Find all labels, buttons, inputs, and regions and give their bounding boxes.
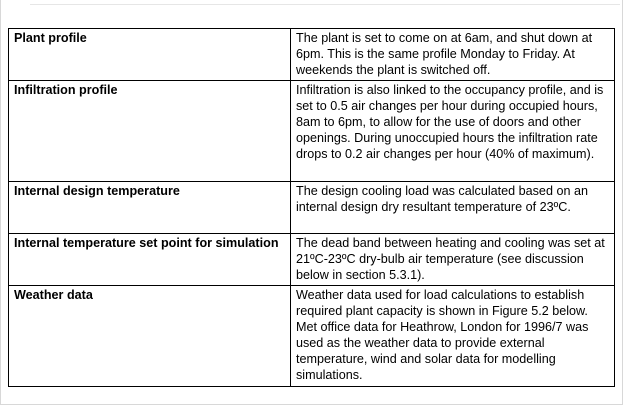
table-row xyxy=(9,81,615,182)
top-divider xyxy=(30,4,620,5)
table-row xyxy=(9,286,615,387)
table-row xyxy=(9,182,615,234)
row-description: Infiltration is also linked to the occupancy profile, and is set to 0.5 air changes per hour during occupied hours, 8am to 6pm, to allow for the use of doors and other openings. During unoccupied hours the infiltration rate drops to 0.2 air changes per hour (40% of maximum). xyxy=(291,81,615,182)
row-label: Infiltration profile xyxy=(9,81,291,182)
parameters-table xyxy=(8,28,615,387)
row-description: Weather data used for load calculations to establish required plant capacity is shown in Figure 5.2 below. Met office data for Heathrow, London for 1996/7 was used as the weather data to provide external temperature, wind and solar data for modelling simulations. xyxy=(291,286,615,387)
table-row xyxy=(9,234,615,286)
row-label: Weather data xyxy=(9,286,291,387)
row-label: Internal temperature set point for simulation xyxy=(9,234,291,286)
table-row xyxy=(9,29,615,81)
row-label: Plant profile xyxy=(9,29,291,81)
row-description: The design cooling load was calculated based on an internal design dry resultant temperature of 23ºC. xyxy=(291,182,615,234)
row-description: The plant is set to come on at 6am, and shut down at 6pm. This is the same profile Monday to Friday. At weekends the plant is switched off. xyxy=(291,29,615,81)
row-label: Internal design temperature xyxy=(9,182,291,234)
row-description: The dead band between heating and cooling was set at 21ºC-23ºC dry-bulb air temperature (see discussion below in section 5.3.1). xyxy=(291,234,615,286)
